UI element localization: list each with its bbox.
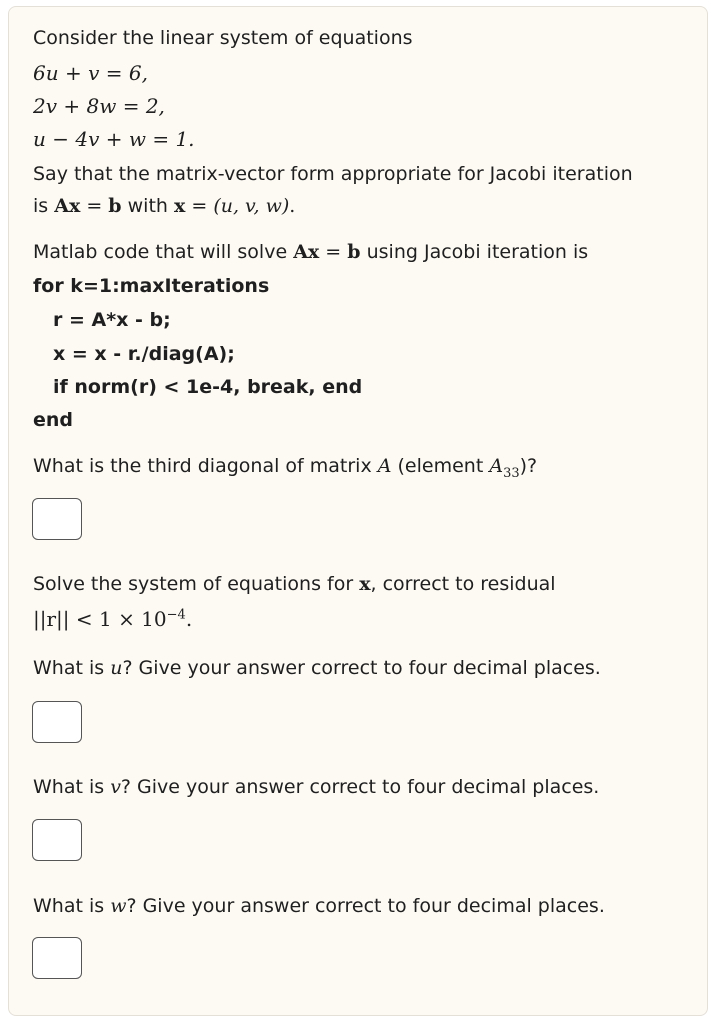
math-equals: = xyxy=(80,195,109,217)
matlab-suffix: using Jacobi iteration is xyxy=(360,241,589,263)
text-is: is xyxy=(33,195,55,217)
math-A: A xyxy=(377,455,392,477)
q2-prefix: What is xyxy=(33,657,111,679)
code-line-2: r = A*x - b; xyxy=(53,309,171,331)
solve-prefix: Solve the system of equations for xyxy=(33,573,360,595)
answer-input-w[interactable] xyxy=(32,937,82,979)
math-period: . xyxy=(289,195,296,217)
answer-input-a33[interactable] xyxy=(32,498,82,540)
solve-text xyxy=(33,573,556,595)
math-vector: (u, v, w) xyxy=(213,195,290,217)
math-equals-2: = xyxy=(185,195,214,217)
question-w-text xyxy=(33,895,605,917)
residual-condition xyxy=(33,607,192,631)
math-b-2: b xyxy=(347,241,361,263)
question-v-text xyxy=(33,776,599,798)
math-w: w xyxy=(110,895,127,917)
math-u: u xyxy=(110,657,123,679)
q2-suffix: ? Give your answer correct to four decimal places. xyxy=(122,657,601,679)
math-x: x xyxy=(173,195,186,217)
math-A-2: A xyxy=(489,455,504,477)
equation-1: 6u + v = 6, xyxy=(33,61,148,85)
code-line-3: x = x - r./diag(A); xyxy=(53,343,235,365)
math-Ax: Ax xyxy=(54,195,81,217)
code-line-5: end xyxy=(33,409,74,431)
q1-suffix: )? xyxy=(519,455,538,477)
jacobi-form-text: Say that the matrix-vector form appropriate for Jacobi iteration xyxy=(33,163,633,185)
code-line-4: if norm(r) < 1e-4, break, end xyxy=(53,376,363,398)
question-1-text xyxy=(33,455,537,481)
math-equals-3: = xyxy=(319,241,348,263)
intro-text: Consider the linear system of equations xyxy=(33,27,413,49)
code-line-1: for k=1:maxIterations xyxy=(33,275,270,297)
math-Ax-2: Ax xyxy=(293,241,320,263)
residual-exponent: −4 xyxy=(166,607,186,623)
answer-input-v[interactable] xyxy=(32,819,82,861)
q3-prefix: What is xyxy=(33,776,111,798)
math-b: b xyxy=(108,195,122,217)
q3-suffix: ? Give your answer correct to four decimal places. xyxy=(120,776,600,798)
residual-period: . xyxy=(185,607,193,631)
residual-expression: ||r|| < 1 × 10 xyxy=(33,607,167,631)
answer-input-u[interactable] xyxy=(32,701,82,743)
q4-suffix: ? Give your answer correct to four decimal places. xyxy=(126,895,605,917)
matlab-intro xyxy=(33,241,588,263)
solve-suffix: , correct to residual xyxy=(370,573,556,595)
math-sub-33: 33 xyxy=(503,465,520,481)
matlab-prefix: Matlab code that will solve xyxy=(33,241,294,263)
q1-mid: (element xyxy=(391,455,490,477)
q4-prefix: What is xyxy=(33,895,111,917)
equation-2: 2v + 8w = 2, xyxy=(33,94,165,118)
math-x-2: x xyxy=(359,573,371,595)
math-v: v xyxy=(110,776,121,798)
text-with: with xyxy=(121,195,174,217)
matrix-vector-line xyxy=(33,195,295,217)
q1-prefix: What is the third diagonal of matrix xyxy=(33,455,378,477)
question-u-text xyxy=(33,657,601,679)
equation-3: u − 4v + w = 1. xyxy=(33,127,195,151)
question-card xyxy=(8,6,708,1016)
